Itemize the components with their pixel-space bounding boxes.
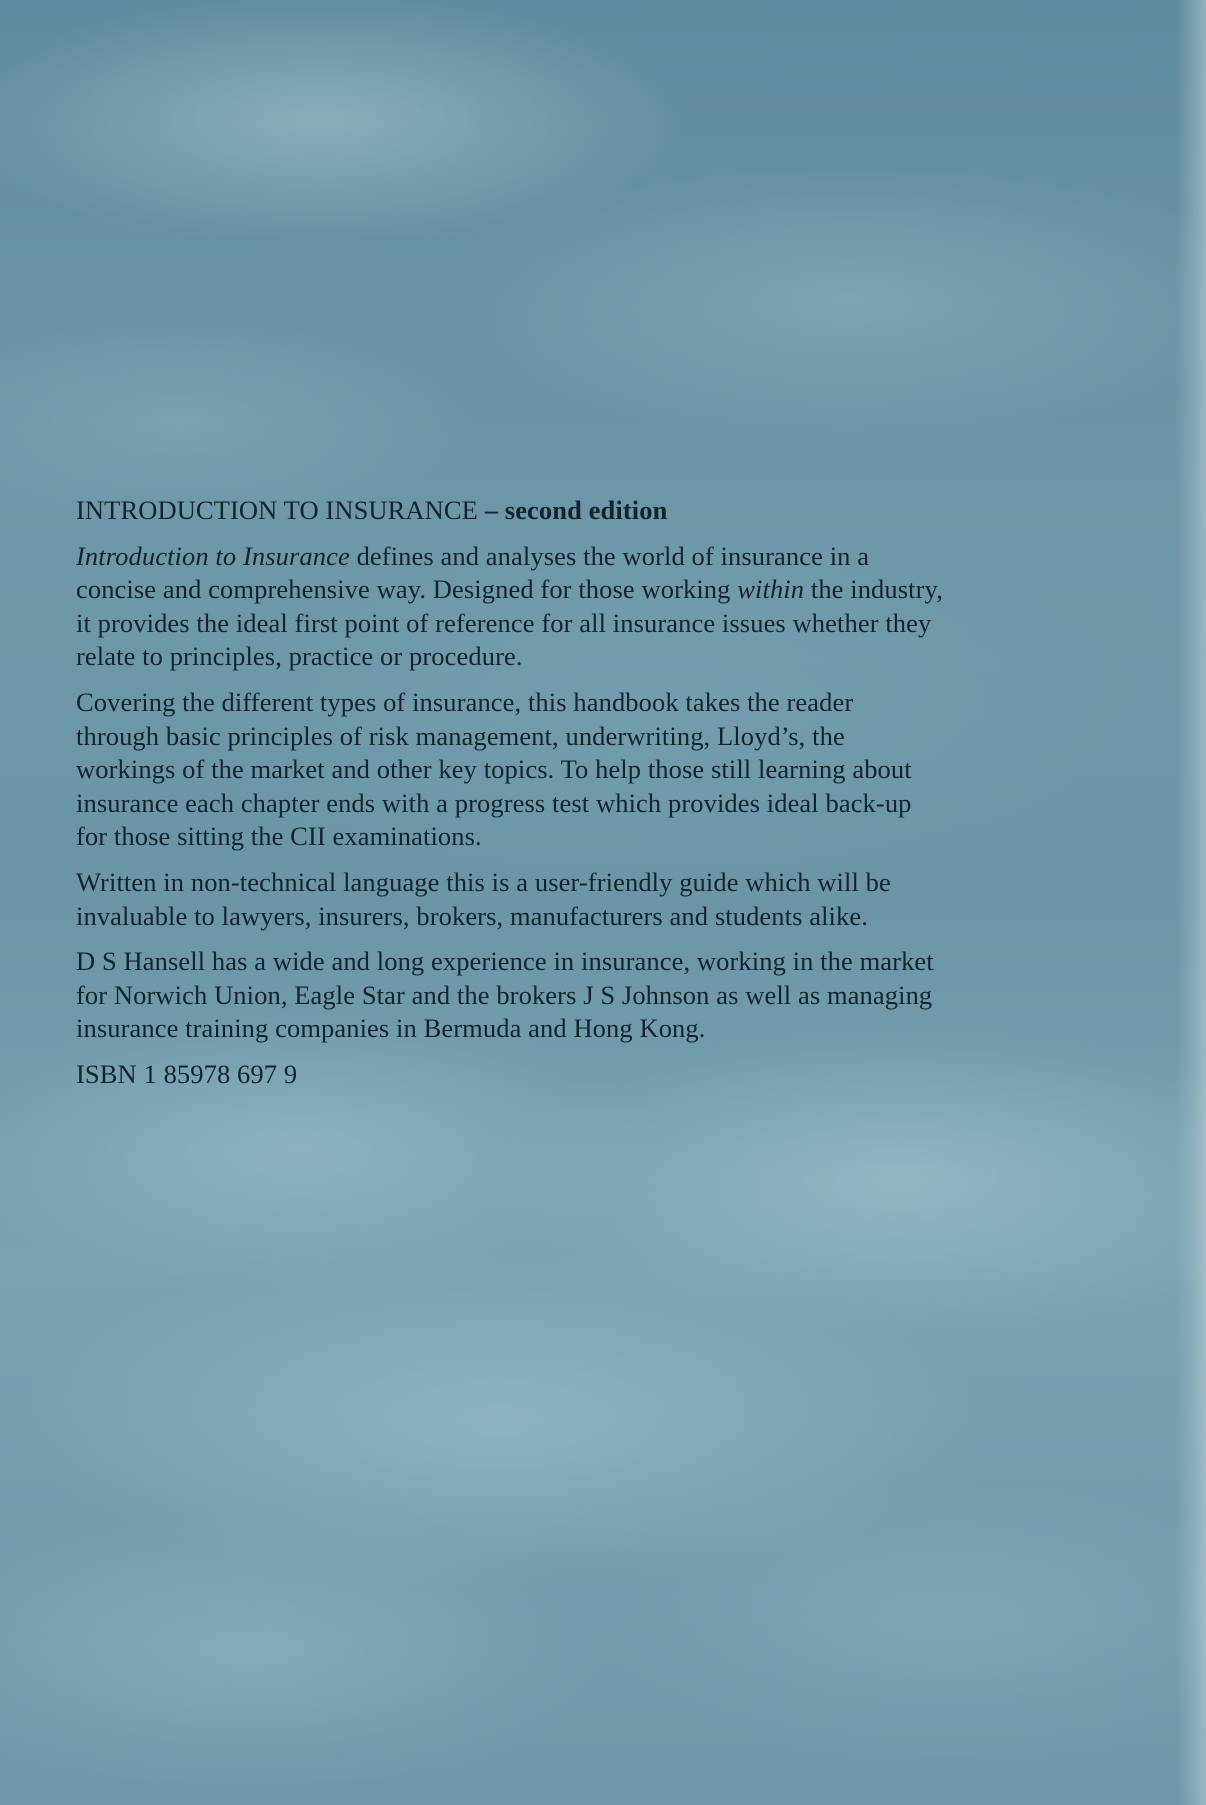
coverage-paragraph: Covering the different types of insurance, this handbook takes the reader through basic principles of risk management, underwriting, Lloyd’s, the workings of the market and other key topics. To help those still learning about insurance each chapter ends with a progress test which provides ideal back-up for those sitting the CII examinations. [76, 686, 912, 852]
description-paragraph [76, 540, 1126, 674]
description-text-a: defines and analyses the world of insurance in a concise and comprehensive way. Designed for those working [76, 540, 870, 605]
emphasis-within: within [737, 574, 805, 605]
isbn: ISBN 1 85978 697 9 [76, 1058, 298, 1089]
book-title: INTRODUCTION TO INSURANCE [76, 495, 478, 525]
book-title-heading [76, 494, 1126, 528]
cover-edge [1176, 0, 1206, 1805]
description-text-b: the industry, it provides the ideal first point of reference for all insurance issues whether they relate to principles, practice or procedure. [76, 574, 943, 672]
book-title-italic: Introduction to Insurance [76, 540, 350, 571]
book-edition: – second edition [484, 495, 668, 525]
author-bio-paragraph: D S Hansell has a wide and long experience in insurance, working in the market for Norwich Union, Eagle Star and the brokers J S Johnson as well as managing insurance training companies in Bermuda and Hong Kong. [76, 946, 934, 1044]
audience-paragraph: Written in non-technical language this is a user-friendly guide which will be invaluable to lawyers, insurers, brokers, manufacturers and students alike. [76, 866, 891, 931]
blurb-text-block [76, 494, 1126, 1104]
